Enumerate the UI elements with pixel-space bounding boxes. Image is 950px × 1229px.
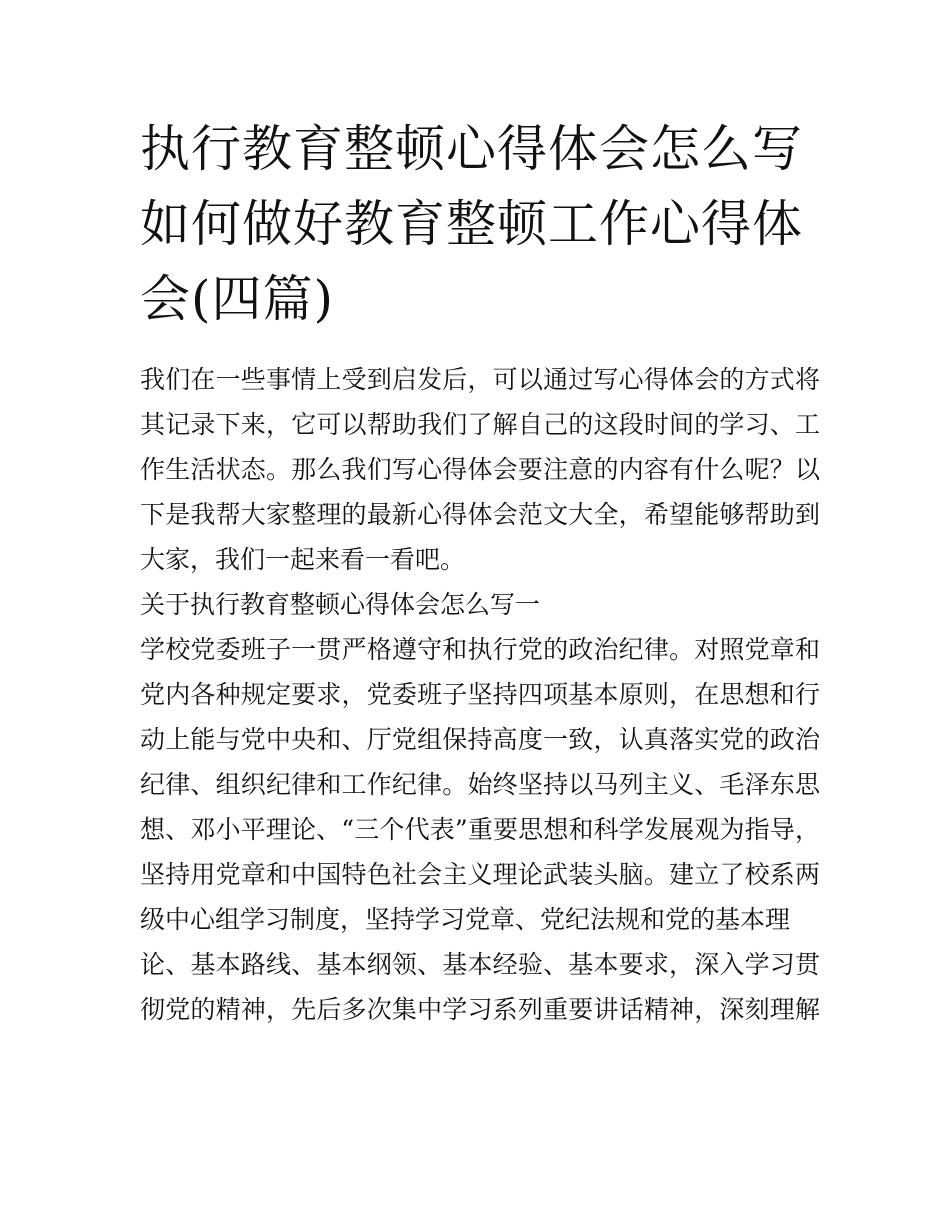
intro-paragraph-line: 作生活状态。那么我们写心得体会要注意的内容有什么呢？以 [140, 455, 820, 484]
document-title [140, 112, 820, 337]
section-paragraph-line: 动上能与党中央和、厅党组保持高度一致，认真落实党的政治 [140, 725, 820, 754]
section-paragraph-line: 想、邓小平理论、“三个代表”重要思想和科学发展观为指导， [140, 815, 820, 844]
intro-paragraph-line: 大家，我们一起来看一看吧。 [140, 545, 466, 574]
intro-paragraph-line: 下是我帮大家整理的最新心得体会范文大全，希望能够帮助到 [140, 500, 820, 529]
title-line-1: 执行教育整顿心得体会怎么写 [140, 120, 803, 178]
section-paragraph-line: 坚持用党章和中国特色社会主义理论武装头脑。建立了校系两 [140, 860, 820, 889]
document-body [140, 357, 820, 1032]
section-paragraph-line: 纪律、组织纪律和工作纪律。始终坚持以马列主义、毛泽东思 [140, 770, 820, 799]
intro-paragraph-line: 我们在一些事情上受到启发后，可以通过写心得体会的方式将 [140, 365, 820, 394]
section-paragraph-line: 级中心组学习制度，坚持学习党章、党纪法规和党的基本理 [140, 905, 791, 934]
section-heading: 关于执行教育整顿心得体会怎么写一 [140, 590, 541, 619]
title-line-3: 会(四篇) [140, 270, 335, 328]
section-paragraph-line: 彻党的精神，先后多次集中学习系列重要讲话精神，深刻理解 [140, 995, 820, 1024]
section-paragraph-line: 学校党委班子一贯严格遵守和执行党的政治纪律。对照党章和 [140, 635, 820, 664]
intro-paragraph-line: 其记录下来，它可以帮助我们了解自己的这段时间的学习、工 [140, 410, 820, 439]
section-paragraph-line: 论、基本路线、基本纲领、基本经验、基本要求，深入学习贯 [140, 950, 820, 979]
section-paragraph-line: 党内各种规定要求，党委班子坚持四项基本原则，在思想和行 [140, 680, 820, 709]
title-line-2: 如何做好教育整顿工作心得体 [140, 195, 803, 253]
